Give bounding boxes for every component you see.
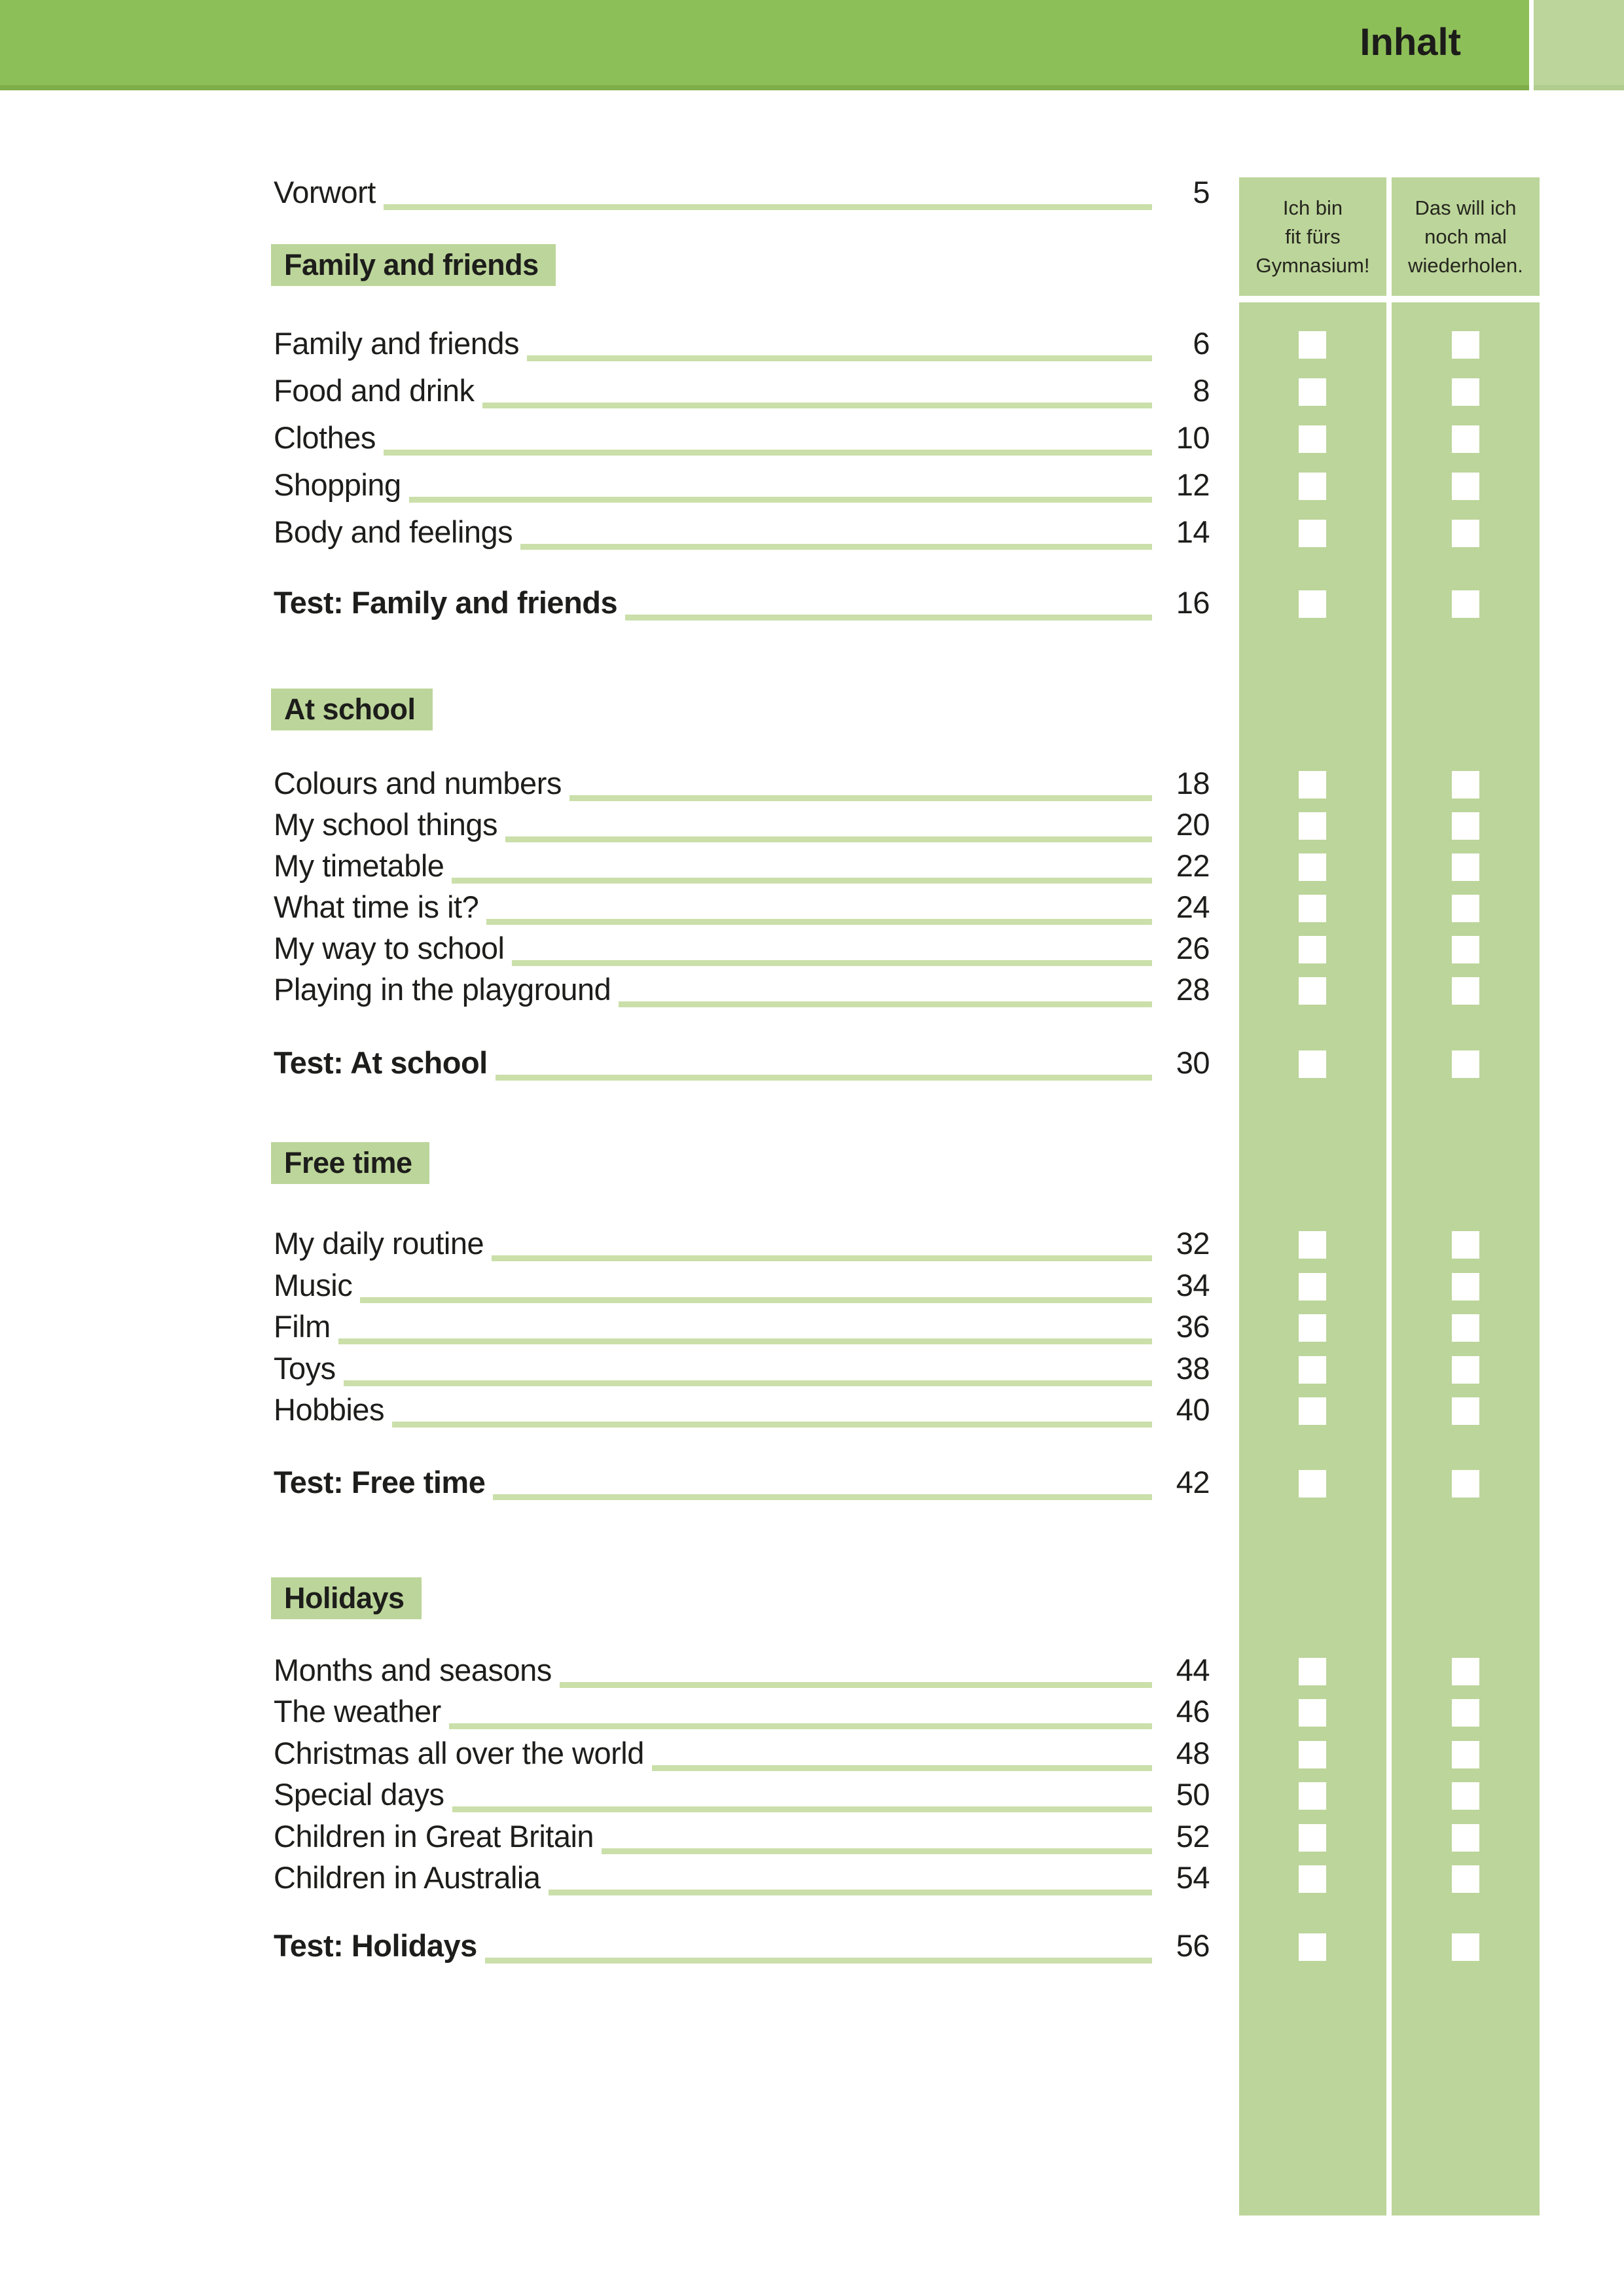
toc-row-line — [274, 584, 1210, 624]
page-number: 52 — [1176, 1818, 1210, 1854]
checkbox-fit-gymnasium[interactable] — [1299, 1824, 1326, 1852]
toc-entry-label: Christmas all over the world — [274, 1735, 644, 1770]
page-number: 22 — [1176, 848, 1210, 883]
leader-line — [512, 960, 1152, 966]
column-header-line: fit fürs — [1285, 224, 1341, 248]
checkbox-fit-gymnasium[interactable] — [1299, 895, 1326, 922]
toc-row — [0, 1308, 1624, 1348]
checkbox-repeat[interactable] — [1452, 1824, 1479, 1852]
checkbox-repeat[interactable] — [1452, 1699, 1479, 1727]
column-header-line: Das will ich — [1415, 196, 1517, 219]
checkbox-fit-gymnasium[interactable] — [1299, 853, 1326, 881]
toc-row-line — [274, 1391, 1210, 1431]
leader-line — [392, 1422, 1152, 1427]
checkbox-repeat[interactable] — [1452, 1273, 1479, 1300]
toc-entry-label: Clothes — [274, 420, 376, 455]
toc-row-line — [274, 420, 1210, 459]
toc-entry-label: Music — [274, 1267, 353, 1302]
leader-line — [486, 919, 1152, 925]
leader-line — [338, 1338, 1152, 1344]
toc-row-line — [274, 467, 1210, 506]
checkbox-repeat[interactable] — [1452, 1356, 1479, 1384]
toc-row — [0, 806, 1624, 846]
checkbox-repeat[interactable] — [1452, 1658, 1479, 1685]
checkbox-fit-gymnasium[interactable] — [1299, 1356, 1326, 1384]
toc-row-line — [274, 889, 1210, 928]
toc-row-line — [274, 1225, 1210, 1265]
toc-row-line — [274, 1776, 1210, 1816]
checkbox-fit-gymnasium[interactable] — [1299, 473, 1326, 500]
toc-entry-label: Food and drink — [274, 373, 475, 408]
leader-line — [520, 544, 1152, 550]
toc-row — [0, 1928, 1624, 1967]
toc-row-line — [274, 1464, 1210, 1503]
toc-entry-label: Test: Family and friends — [274, 585, 618, 620]
checkbox-repeat[interactable] — [1452, 936, 1479, 963]
leader-line — [527, 355, 1152, 361]
page-number: 18 — [1176, 766, 1210, 800]
toc-row — [0, 1652, 1624, 1691]
checkbox-repeat[interactable] — [1452, 1782, 1479, 1810]
checkbox-repeat[interactable] — [1452, 520, 1479, 547]
leader-line — [452, 1806, 1153, 1812]
toc-row — [0, 1693, 1624, 1732]
toc-row — [0, 889, 1624, 928]
checkbox-repeat[interactable] — [1452, 771, 1479, 798]
toc-row — [0, 1818, 1624, 1857]
column-header-line: noch mal — [1424, 224, 1507, 248]
checkbox-repeat[interactable] — [1452, 590, 1479, 618]
toc-row — [0, 1045, 1624, 1084]
toc-row-line — [274, 372, 1210, 412]
toc-entry-label: Toys — [274, 1350, 336, 1386]
toc-entry-label: Family and friends — [274, 326, 519, 361]
page-number: 20 — [1176, 807, 1210, 842]
toc-row-line — [274, 325, 1210, 365]
toc-row-line — [274, 1859, 1210, 1899]
column-header-line: Gymnasium! — [1255, 253, 1370, 277]
toc-entry-label: What time is it? — [274, 889, 479, 924]
toc-row — [0, 1267, 1624, 1306]
toc-row — [0, 971, 1624, 1011]
checkbox-fit-gymnasium[interactable] — [1299, 1933, 1326, 1961]
leader-line — [625, 615, 1152, 620]
toc-row — [0, 467, 1624, 506]
toc-row-line — [274, 1735, 1210, 1774]
checkbox-fit-gymnasium[interactable] — [1299, 1658, 1326, 1685]
toc-entry-label: Months and seasons — [274, 1653, 552, 1687]
toc-row — [0, 1776, 1624, 1816]
checkbox-fit-gymnasium[interactable] — [1299, 977, 1326, 1005]
toc-entry-label: Special days — [274, 1777, 444, 1812]
toc-entry-label: Test: Free time — [274, 1465, 486, 1499]
checkbox-fit-gymnasium[interactable] — [1299, 378, 1326, 406]
toc-entry-label: Test: Holidays — [274, 1928, 477, 1963]
checkbox-repeat[interactable] — [1452, 378, 1479, 406]
page-number: 16 — [1176, 585, 1210, 620]
page-number: 26 — [1176, 931, 1210, 965]
page-number: 54 — [1176, 1860, 1210, 1895]
checkbox-repeat[interactable] — [1452, 853, 1479, 881]
toc-row-line — [274, 806, 1210, 846]
toc-entry-label: Hobbies — [274, 1392, 384, 1427]
toc-row-line — [274, 1308, 1210, 1348]
page-number: 48 — [1176, 1735, 1210, 1770]
toc-entry-label: Vorwort — [274, 175, 376, 209]
toc-entry-label: Playing in the playground — [274, 972, 611, 1007]
column-header-line: wiederholen. — [1408, 253, 1523, 277]
checkbox-repeat[interactable] — [1452, 1933, 1479, 1961]
page-number: 14 — [1176, 514, 1210, 549]
leader-line — [409, 497, 1152, 503]
toc-row — [0, 1225, 1624, 1265]
checkbox-fit-gymnasium[interactable] — [1299, 1865, 1326, 1893]
page-number: 6 — [1193, 326, 1210, 361]
page-number: 42 — [1176, 1465, 1210, 1499]
checkbox-repeat[interactable] — [1452, 977, 1479, 1005]
leader-line — [384, 204, 1152, 210]
checkbox-fit-gymnasium[interactable] — [1299, 812, 1326, 840]
toc-entry-label: Shopping — [274, 467, 401, 502]
leader-line — [449, 1723, 1152, 1729]
page-number: 34 — [1176, 1267, 1210, 1302]
toc-row — [0, 174, 1624, 213]
leader-line — [496, 1075, 1152, 1081]
toc-row-line — [274, 848, 1210, 887]
toc-row-line — [274, 971, 1210, 1011]
leader-line — [602, 1848, 1152, 1854]
leader-line — [384, 450, 1152, 456]
leader-line — [485, 1958, 1152, 1964]
leader-line — [652, 1765, 1152, 1771]
toc-entry-label: My way to school — [274, 931, 505, 965]
section-header: At school — [271, 689, 433, 730]
checkbox-fit-gymnasium[interactable] — [1299, 425, 1326, 453]
toc-row — [0, 1391, 1624, 1431]
checkbox-fit-gymnasium[interactable] — [1299, 1050, 1326, 1078]
page-number: 38 — [1176, 1350, 1210, 1386]
toc-row — [0, 848, 1624, 887]
toc-row-line — [274, 1818, 1210, 1857]
checkbox-fit-gymnasium[interactable] — [1299, 590, 1326, 618]
checkbox-repeat[interactable] — [1452, 1231, 1479, 1259]
checkbox-fit-gymnasium[interactable] — [1299, 1470, 1326, 1498]
checkbox-fit-gymnasium[interactable] — [1299, 1699, 1326, 1727]
toc-entry-label: My school things — [274, 807, 498, 842]
checkbox-repeat[interactable] — [1452, 473, 1479, 500]
page-number: 36 — [1176, 1309, 1210, 1344]
leader-line — [493, 1494, 1152, 1500]
toc-row-line — [274, 174, 1210, 213]
page-number: 40 — [1176, 1392, 1210, 1427]
toc-row-line — [274, 765, 1210, 804]
checkbox-repeat[interactable] — [1452, 1741, 1479, 1768]
checkbox-fit-gymnasium[interactable] — [1299, 331, 1326, 359]
checkbox-fit-gymnasium[interactable] — [1299, 1397, 1326, 1425]
toc-row-line — [274, 1652, 1210, 1691]
toc-row — [0, 1464, 1624, 1503]
checkbox-repeat[interactable] — [1452, 1470, 1479, 1498]
column-header-line: Ich bin — [1282, 196, 1343, 219]
leader-line — [452, 878, 1152, 884]
page-number: 5 — [1193, 175, 1210, 209]
checkbox-fit-gymnasium[interactable] — [1299, 1782, 1326, 1810]
toc-entry-label: Colours and numbers — [274, 766, 562, 800]
toc-entry-label: Children in Australia — [274, 1860, 541, 1895]
toc-entry-label: Film — [274, 1309, 331, 1344]
toc-row-line — [274, 1928, 1210, 1967]
checkbox-repeat[interactable] — [1452, 895, 1479, 922]
section-header: Holidays — [271, 1577, 422, 1619]
page-number: 44 — [1176, 1653, 1210, 1687]
checkbox-repeat[interactable] — [1452, 812, 1479, 840]
toc-row-line — [274, 1267, 1210, 1306]
page-title: Inhalt — [1360, 21, 1461, 63]
toc-row — [0, 420, 1624, 459]
leader-line — [560, 1682, 1152, 1688]
page-number: 28 — [1176, 972, 1210, 1007]
page-number: 12 — [1176, 467, 1210, 502]
leader-line — [619, 1001, 1152, 1007]
leader-line — [569, 795, 1152, 801]
checkbox-fit-gymnasium[interactable] — [1299, 1741, 1326, 1768]
checkbox-fit-gymnasium[interactable] — [1299, 936, 1326, 963]
toc-row-line — [274, 930, 1210, 969]
toc-row — [0, 765, 1624, 804]
page-number: 50 — [1176, 1777, 1210, 1812]
toc-row — [0, 325, 1624, 365]
toc-entry-label: Children in Great Britain — [274, 1818, 594, 1854]
leader-line — [492, 1255, 1152, 1261]
toc-row — [0, 1350, 1624, 1390]
checkbox-repeat[interactable] — [1452, 1314, 1479, 1342]
checkbox-repeat[interactable] — [1452, 1865, 1479, 1893]
leader-line — [549, 1890, 1153, 1895]
page-number: 56 — [1176, 1928, 1210, 1963]
toc-row — [0, 1735, 1624, 1774]
leader-line — [344, 1380, 1152, 1386]
toc-entry-label: Test: At school — [274, 1045, 488, 1080]
toc-entry-label: My daily routine — [274, 1226, 484, 1261]
leader-line — [482, 403, 1152, 408]
toc-row — [0, 584, 1624, 624]
toc-row — [0, 514, 1624, 553]
page-number: 30 — [1176, 1045, 1210, 1080]
checkbox-fit-gymnasium[interactable] — [1299, 771, 1326, 798]
checkbox-fit-gymnasium[interactable] — [1299, 1314, 1326, 1342]
toc-row-line — [274, 514, 1210, 553]
checkbox-fit-gymnasium[interactable] — [1299, 1231, 1326, 1259]
toc-row — [0, 930, 1624, 969]
leader-line — [360, 1297, 1152, 1303]
section-header: Free time — [271, 1142, 429, 1184]
toc-row-line — [274, 1693, 1210, 1732]
page-number: 46 — [1176, 1694, 1210, 1729]
checkbox-repeat[interactable] — [1452, 425, 1479, 453]
toc-entry-label: Body and feelings — [274, 514, 513, 549]
toc-entry-label: The weather — [274, 1694, 441, 1729]
toc-row — [0, 372, 1624, 412]
checkbox-fit-gymnasium[interactable] — [1299, 520, 1326, 547]
checkbox-fit-gymnasium[interactable] — [1299, 1273, 1326, 1300]
leader-line — [505, 836, 1152, 842]
page-number: 24 — [1176, 889, 1210, 924]
page-number: 8 — [1193, 373, 1210, 408]
toc-row-line — [274, 1350, 1210, 1390]
toc-entry-label: My timetable — [274, 848, 444, 883]
checkbox-repeat[interactable] — [1452, 1050, 1479, 1078]
page-number: 10 — [1176, 420, 1210, 455]
checkbox-repeat[interactable] — [1452, 1397, 1479, 1425]
toc-row — [0, 1859, 1624, 1899]
section-header: Family and friends — [271, 244, 556, 286]
page-number: 32 — [1176, 1226, 1210, 1261]
checkbox-repeat[interactable] — [1452, 331, 1479, 359]
toc-row-line — [274, 1045, 1210, 1084]
